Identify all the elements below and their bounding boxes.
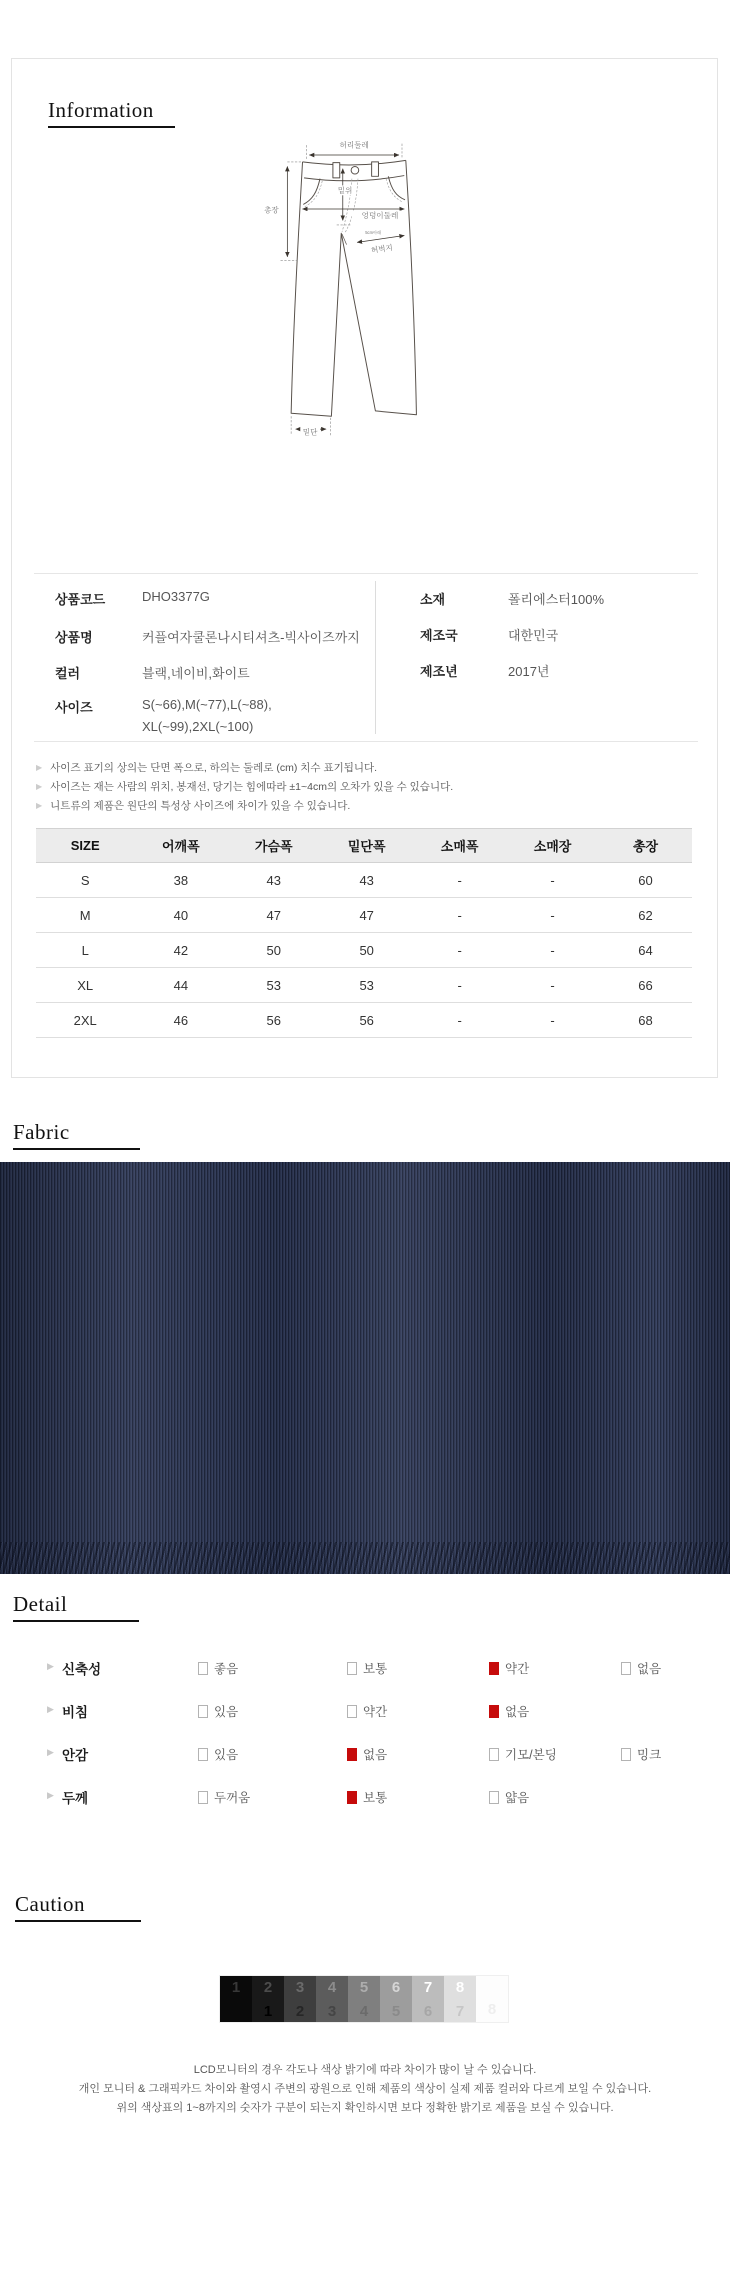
detail-attribute-table	[0, 1658, 730, 1828]
size-table-cell: 64	[599, 933, 692, 968]
measure-arrows	[287, 155, 404, 429]
detail-option-text: 있음	[214, 1748, 239, 1762]
spec-value-origin: 대한민국	[508, 628, 559, 643]
checkbox-icon	[198, 1748, 208, 1761]
detail-option	[198, 1659, 238, 1677]
detail-option-text: 없음	[363, 1748, 388, 1762]
detail-option	[621, 1659, 661, 1677]
detail-option-text: 기모/본딩	[505, 1748, 557, 1762]
scale-number-bottom: 7	[455, 2003, 465, 2020]
size-table-cell: M	[36, 898, 134, 933]
spec-value-color: 블랙,네이비,화이트	[142, 666, 250, 681]
scale-number-bottom: 2	[295, 2003, 305, 2020]
spec-value-size-2: XL(~99),2XL(~100)	[142, 719, 254, 734]
size-note-line	[36, 758, 377, 776]
spec-label-color: 컬러	[55, 666, 81, 681]
checkbox-icon	[347, 1662, 357, 1675]
detail-row	[0, 1744, 730, 1764]
information-heading-rule	[48, 126, 175, 128]
detail-arrow-icon: ▶	[47, 1790, 54, 1800]
scale-cell	[252, 1976, 284, 2022]
spec-label-code: 상품코드	[55, 592, 106, 607]
rise-label: 밑위	[337, 186, 353, 196]
detail-option-text: 얇음	[505, 1791, 530, 1805]
checkbox-icon	[198, 1705, 208, 1718]
caution-line: 개인 모니터 & 그래픽카드 차이와 촬영시 주변의 광원으로 인해 제품의 색상이 실제 제품 컬러와 다르게 보일 수 있습니다.	[78, 2083, 652, 2095]
spec-label-year: 제조년	[420, 664, 458, 679]
size-table-cell: XL	[36, 968, 134, 1003]
scale-cell	[348, 1976, 380, 2022]
size-table-cell: -	[413, 968, 506, 1003]
size-table-header-cell: 어깨폭	[134, 829, 227, 863]
spec-label-material: 소재	[420, 592, 446, 607]
note-arrow-icon: ▶	[36, 782, 43, 791]
scale-cell	[380, 1976, 412, 2022]
size-table-cell: -	[413, 863, 506, 898]
size-table-cell: 56	[227, 1003, 320, 1038]
fabric-heading-rule	[13, 1148, 140, 1150]
size-table-cell: 44	[134, 968, 227, 1003]
size-table-cell: 47	[227, 898, 320, 933]
size-table-row	[36, 898, 692, 933]
size-table-cell: 50	[320, 933, 413, 968]
spec-value-material: 폴리에스터100%	[508, 592, 605, 607]
detail-option	[489, 1745, 557, 1763]
size-table-row	[36, 933, 692, 968]
scale-number-top: 1	[231, 1979, 241, 1996]
scale-cell	[444, 1976, 476, 2022]
detail-option	[489, 1788, 529, 1806]
thigh-label: 허벅지	[370, 243, 394, 255]
size-table-row	[36, 968, 692, 1003]
size-table-cell: -	[506, 898, 599, 933]
detail-option	[198, 1745, 238, 1763]
size-table-header-cell: 밑단폭	[320, 829, 413, 863]
size-table-row	[36, 1003, 692, 1038]
checkbox-icon	[489, 1748, 499, 1761]
detail-heading: Detail	[13, 1592, 68, 1616]
note-arrow-icon: ▶	[36, 763, 43, 772]
detail-arrow-icon: ▶	[47, 1747, 54, 1757]
size-table-cell: 46	[134, 1003, 227, 1038]
spec-column-divider	[375, 581, 376, 734]
spec-value-code: DHO3377G	[142, 589, 210, 604]
size-table-cell: 43	[320, 863, 413, 898]
size-table	[36, 828, 692, 1038]
size-table-cell: 53	[227, 968, 320, 1003]
spec-label-size: 사이즈	[55, 700, 93, 715]
size-note-line	[36, 777, 453, 795]
detail-row	[0, 1787, 730, 1807]
size-table-cell: 53	[320, 968, 413, 1003]
detail-option-text: 있음	[214, 1705, 239, 1719]
size-table-cell: 56	[320, 1003, 413, 1038]
scale-number-bottom: 3	[327, 2003, 337, 2020]
detail-attribute-label: 신축성	[62, 1662, 102, 1677]
size-table-cell: -	[506, 863, 599, 898]
scale-number-bottom: 5	[391, 2003, 401, 2020]
size-table-cell: 43	[227, 863, 320, 898]
hem-label: 밑단	[302, 427, 318, 437]
detail-attribute-label: 비침	[62, 1705, 89, 1720]
checkbox-checked-icon	[489, 1662, 499, 1675]
below-crotch-note: 5cm아래	[365, 230, 382, 236]
spec-label-name: 상품명	[55, 630, 93, 645]
checkbox-checked-icon	[347, 1748, 357, 1761]
information-heading: Information	[48, 98, 154, 122]
fabric-heading: Fabric	[13, 1120, 70, 1144]
detail-option-text: 좋음	[214, 1662, 239, 1676]
detail-attribute-label: 안감	[62, 1748, 89, 1763]
spec-bottom-rule	[34, 741, 698, 742]
size-table-cell: 42	[134, 933, 227, 968]
size-table-cell: -	[413, 933, 506, 968]
size-table-header-row	[36, 829, 692, 863]
scale-cell	[220, 1976, 252, 2022]
detail-option-text: 없음	[505, 1705, 530, 1719]
size-table-header-cell: 소매폭	[413, 829, 506, 863]
scale-number-bottom	[220, 2000, 252, 2022]
caution-text	[0, 2061, 730, 2118]
spec-value-year: 2017년	[508, 664, 550, 679]
detail-option-text: 약간	[363, 1705, 388, 1719]
spec-value-name: 커플여자쿨론나시티셔츠-빅사이즈까지	[142, 630, 360, 645]
size-table-cell: 66	[599, 968, 692, 1003]
scale-number-bottom: 4	[359, 2003, 369, 2020]
checkbox-icon	[621, 1748, 631, 1761]
detail-option-text: 보통	[363, 1662, 388, 1676]
spec-top-rule	[34, 573, 698, 574]
scale-number-top: 2	[263, 1979, 273, 1996]
size-table-cell: 60	[599, 863, 692, 898]
scale-number-top	[476, 1976, 508, 1998]
checkbox-icon	[489, 1791, 499, 1804]
detail-option	[489, 1659, 529, 1677]
detail-option-text: 두꺼움	[214, 1791, 251, 1805]
detail-option	[198, 1788, 250, 1806]
detail-attribute-label: 두께	[62, 1791, 89, 1806]
size-table-cell: -	[413, 898, 506, 933]
caution-line: LCD모니터의 경우 각도나 색상 밝기에 따라 차이가 많이 날 수 있습니다.	[193, 2064, 537, 2076]
fabric-fold-texture	[0, 1542, 730, 1574]
scale-number-top: 3	[295, 1979, 305, 1996]
detail-option-text: 약간	[505, 1662, 530, 1676]
scale-number-bottom: 8	[487, 2001, 497, 2018]
caution-heading: Caution	[15, 1892, 85, 1916]
spec-label-origin: 제조국	[420, 628, 458, 643]
size-table-cell: 47	[320, 898, 413, 933]
detail-option	[198, 1702, 238, 1720]
brightness-scale-strip	[219, 1975, 509, 2023]
size-notes	[0, 758, 707, 818]
size-table-cell: 50	[227, 933, 320, 968]
detail-option	[347, 1745, 387, 1763]
checkbox-checked-icon	[489, 1705, 499, 1718]
note-text: 니트류의 제품은 원단의 특성상 사이즈에 차이가 있을 수 있습니다.	[50, 800, 351, 812]
detail-option	[347, 1659, 387, 1677]
scale-number-top: 7	[423, 1979, 433, 1996]
button-icon	[351, 166, 359, 174]
size-table-header-cell: 소매장	[506, 829, 599, 863]
size-table-cell: 38	[134, 863, 227, 898]
scale-cell	[412, 1976, 444, 2022]
scale-cell	[476, 1976, 508, 2022]
detail-option	[347, 1788, 387, 1806]
checkbox-icon	[621, 1662, 631, 1675]
note-text: 사이즈는 재는 사람의 위치, 봉재선, 당기는 힘에따라 ±1~4cm의 오차가 있을 수 있습니다.	[50, 781, 454, 793]
detail-option-text: 보통	[363, 1791, 388, 1805]
size-table-cell: 62	[599, 898, 692, 933]
total-length-label: 총장	[264, 205, 279, 215]
size-table-header-cell: 가슴폭	[227, 829, 320, 863]
caution-heading-rule	[15, 1920, 141, 1922]
spec-value-size-1: S(~66),M(~77),L(~88),	[142, 697, 272, 712]
detail-arrow-icon: ▶	[47, 1661, 54, 1671]
size-table-cell: 2XL	[36, 1003, 134, 1038]
size-table-row	[36, 863, 692, 898]
detail-option	[489, 1702, 529, 1720]
scale-number-top: 8	[455, 1979, 465, 1996]
size-table-wrap	[36, 828, 692, 1038]
checkbox-checked-icon	[347, 1791, 357, 1804]
scale-number-top: 4	[327, 1979, 337, 1996]
detail-option-text: 없음	[637, 1662, 662, 1676]
detail-heading-rule	[13, 1620, 139, 1622]
size-table-cell: L	[36, 933, 134, 968]
hip-label: 엉덩이둘레	[361, 211, 399, 221]
diagram-labels	[264, 139, 408, 436]
scale-number-top: 5	[359, 1979, 369, 1996]
size-table-cell: -	[413, 1003, 506, 1038]
size-table-header-cell: SIZE	[36, 829, 134, 863]
scale-cell	[284, 1976, 316, 2022]
waist-label: 허리둘레	[339, 140, 369, 150]
size-table-cell: S	[36, 863, 134, 898]
size-table-cell: -	[506, 968, 599, 1003]
checkbox-icon	[347, 1705, 357, 1718]
checkbox-icon	[198, 1791, 208, 1804]
size-table-cell: -	[506, 1003, 599, 1038]
detail-option	[621, 1745, 661, 1763]
detail-option-text: 밍크	[637, 1748, 662, 1762]
detail-row	[0, 1658, 730, 1678]
scale-number-bottom: 1	[263, 2003, 273, 2020]
size-table-cell: 40	[134, 898, 227, 933]
note-arrow-icon: ▶	[36, 801, 43, 810]
detail-arrow-icon: ▶	[47, 1704, 54, 1714]
size-table-cell: 68	[599, 1003, 692, 1038]
checkbox-icon	[198, 1662, 208, 1675]
size-table-cell: -	[506, 933, 599, 968]
detail-option	[347, 1702, 387, 1720]
caution-line: 위의 색상표의 1~8까지의 숫자가 구분이 되는지 확인하시면 보다 정확한 밝기로 제품을 보실 수 있습니다.	[116, 2102, 614, 2114]
detail-row	[0, 1701, 730, 1721]
size-note-line	[36, 796, 350, 814]
note-text: 사이즈 표기의 상의는 단면 폭으로, 하의는 둘레로 (cm) 치수 표기됩니다.	[50, 762, 378, 774]
scale-cell	[316, 1976, 348, 2022]
size-table-header-cell: 총장	[599, 829, 692, 863]
pants-measurement-diagram	[178, 130, 462, 540]
scale-number-top: 6	[391, 1979, 401, 1996]
fabric-swatch-image	[0, 1162, 730, 1574]
scale-number-bottom: 6	[423, 2003, 433, 2020]
